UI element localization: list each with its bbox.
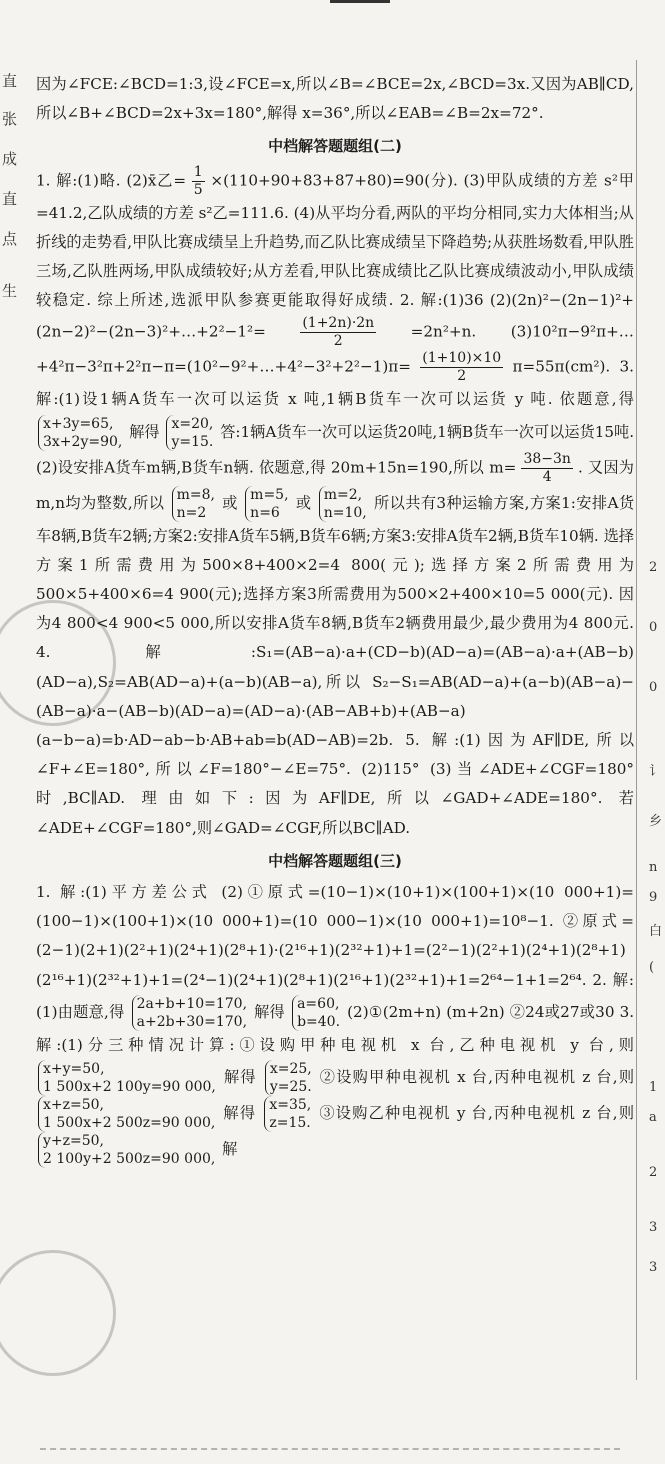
column-divider bbox=[636, 60, 637, 1380]
frac-num: (1+2n)·2n bbox=[302, 315, 375, 332]
right-margin-char: 1 bbox=[649, 1080, 658, 1095]
margin-char: 成 bbox=[2, 150, 18, 168]
frac-den: 2 bbox=[333, 333, 343, 350]
equation-line: m=2, bbox=[323, 486, 363, 503]
equation-line: x=20, bbox=[171, 415, 214, 432]
q3-text-b: 解得 bbox=[129, 422, 160, 441]
solution-system bbox=[319, 486, 367, 522]
solution-system bbox=[264, 1096, 311, 1132]
q1-text-b: ×(110+90+83+87+80)=90(分). (3)甲队成绩的方差 s²甲=41.2,乙队成绩的方差 s²乙=111.6. (4)从平均分看,两队的平均分相同,实力大体相当;从折线的走势看,甲队比赛成绩呈上升趋势,而乙队比赛成绩呈下降趋势;从获胜场数看,甲队胜三场,乙队胜两场,甲队成绩较好;从方差看,甲队比赛成绩比乙队比赛成绩波动小,甲队成绩较稳定. 综上所述,选派甲队参赛更能取得好成绩. bbox=[36, 171, 634, 310]
right-margin-char: 讠 bbox=[649, 764, 663, 779]
solution-system bbox=[166, 415, 213, 451]
equation-line: y+z=50, bbox=[43, 1133, 105, 1150]
q4-text: 4. 解:S₁=(AB−a)·a+(CD−b)(AD−a)=(AB−a)·a+(AB−b)(AD−a),S₂=AB(AD−a)+(a−b)(AB−a),所以 S₂−S₁=AB(AD−a)+(a−b)(AB−a)−(AB−a)·a−(AB−b)(AD−a)=(AD−a)·(AB−AB+b)+(AB−a)(a−b−a)=b·AD−ab−b·AB+ab=b(AD−AB)=2b. bbox=[36, 643, 634, 750]
margin-char: 生 bbox=[2, 282, 18, 300]
equation-system bbox=[38, 1132, 215, 1168]
g3-q3-text-c: ②设购甲种电视机 x 台,丙种电视机 z 台,则 bbox=[319, 1068, 635, 1087]
equation-line: x+y=50, bbox=[43, 1061, 105, 1078]
right-margin-char: 0 bbox=[649, 620, 658, 635]
frac-den: 4 bbox=[542, 468, 552, 485]
q2-text-c: π=55π(cm²). bbox=[512, 357, 611, 376]
left-margin-strip bbox=[0, 70, 18, 1370]
equation-line: z=15. bbox=[269, 1115, 311, 1132]
equation-line: a+2b+30=170, bbox=[136, 1013, 248, 1030]
right-margin-char: ( bbox=[649, 960, 655, 975]
q3-text-d: . 又因为m,n均为整数,所以 bbox=[36, 458, 634, 512]
equation-line: y=15. bbox=[171, 433, 214, 450]
section-title-2: 中档解答题题组(二) bbox=[268, 137, 402, 156]
equation-line: y=25. bbox=[269, 1079, 312, 1096]
equation-line: 3x+2y=90, bbox=[43, 433, 123, 450]
page-header-mark bbox=[330, 0, 390, 3]
watermark-stamp bbox=[0, 1250, 116, 1376]
frac-den: 5 bbox=[193, 181, 203, 198]
right-margin-char: 0 bbox=[649, 680, 658, 695]
right-margin-char: 2 bbox=[649, 560, 658, 575]
q1-text-a: 1. 解:(1)略. (2)x̄乙= bbox=[36, 171, 187, 190]
margin-char: 点 bbox=[2, 230, 18, 248]
section-title-3: 中档解答题题组(三) bbox=[268, 851, 402, 870]
equation-line: 2 100y+2 500z=90 000, bbox=[43, 1151, 216, 1168]
equation-line: n=6 bbox=[250, 504, 280, 521]
frac-num: (1+10)×10 bbox=[422, 350, 502, 367]
g3-q2-text-a: 2. 解:(1)由题意,得 bbox=[36, 970, 635, 1021]
equation-system bbox=[38, 1060, 216, 1096]
or-word: 或 bbox=[222, 493, 238, 512]
frac-num: 38−3n bbox=[523, 450, 571, 467]
right-margin-char: n bbox=[649, 860, 658, 875]
right-margin-char: 白 bbox=[649, 924, 663, 939]
paragraph-intro: 因为∠FCE:∠BCD=1:3,设∠FCE=x,所以∠B=∠BCE=2x,∠BCD=3x.又因为AB∥CD,所以∠B+∠BCD=2x+3x=180°,解得 x=36°,所以∠EAB=∠B=2x=72°. bbox=[36, 75, 634, 123]
equation-line: b=40. bbox=[297, 1013, 341, 1030]
g3-q3-text-d: 解得 bbox=[223, 1104, 257, 1123]
solution-system bbox=[265, 1060, 312, 1096]
q3-text-e: 所以共有3种运输方案,方案1:安排A货车8辆,B货车2辆;方案2:安排A货车5辆,B货车6辆;方案3:安排A货车2辆,B货车10辆. 选择方案1所需费用为500×8+400×2=4 800(元);选择方案2所需费用为500×5+400×6=4 900(元);选择方案3所需费用为500×2+400×10=5 000(元). 因为4 800<4 900<5 000,所以安排A货车8辆,B货车2辆费用最少,最少费用为4 800元. bbox=[36, 493, 635, 633]
equation-line: m=8, bbox=[176, 486, 216, 503]
equation-system bbox=[38, 415, 122, 451]
right-margin-char: 3 bbox=[649, 1260, 658, 1275]
equation-line: x=35, bbox=[269, 1097, 312, 1114]
equation-line: a=60, bbox=[297, 995, 340, 1012]
q2-text-a: 2. 解:(1)36 (2)(2n)²−(2n−1)²+(2n−2)²−(2n−3)²+…+2²−1²= bbox=[36, 291, 635, 341]
equation-system bbox=[38, 1096, 215, 1132]
solution-system bbox=[292, 995, 340, 1031]
right-margin-strip bbox=[643, 560, 665, 1360]
equation-line: n=2 bbox=[176, 504, 207, 521]
q3-text-c: 答:1辆A货车一次可以运货20吨,1辆B货车一次可以运货15吨. (2)设安排A货车m辆,B货车n辆. 依题意,得 20m+15n=190,所以 m= bbox=[36, 422, 635, 477]
g3-q3-text-e: ③设购乙种电视机 y 台,丙种电视机 z 台,则 bbox=[319, 1104, 635, 1123]
fraction bbox=[192, 164, 205, 199]
equation-line: 2a+b+10=170, bbox=[136, 995, 248, 1012]
q3-text-a: 3. 解:(1)设1辆A货车一次可以运货 x 吨,1辆B货车一次可以运货 y 吨. 依题意,得 bbox=[36, 357, 635, 409]
margin-char: 张 bbox=[2, 110, 18, 128]
right-margin-char: 乡 bbox=[649, 814, 663, 829]
margin-char: 直 bbox=[2, 190, 18, 208]
right-margin-char: 3 bbox=[649, 1220, 658, 1235]
fraction bbox=[420, 350, 503, 385]
frac-den: 2 bbox=[457, 368, 467, 385]
g3-q3-text-a: 3. 解:(1)分三种情况计算:①设购甲种电视机 x 台,乙种电视机 y 台,则 bbox=[36, 1002, 635, 1054]
fraction bbox=[300, 315, 376, 350]
or-word: 或 bbox=[295, 493, 312, 512]
fraction bbox=[521, 451, 572, 486]
frac-num: 1 bbox=[193, 163, 203, 180]
equation-line: 1 500x+2 500z=90 000, bbox=[43, 1115, 216, 1132]
equation-line: n=10, bbox=[323, 504, 367, 521]
margin-char: 直 bbox=[2, 72, 18, 90]
answer-content bbox=[36, 70, 634, 1168]
solution-system bbox=[172, 486, 215, 522]
q5-text: 5. 解:(1)因为AF∥DE,所以∠F+∠E=180°,所以∠F=180°−∠E=75°. (2)115° (3)当∠ADE+∠CGF=180°时,BC∥AD. 理由如下:因为AF∥DE,所以∠GAD+∠ADE=180°. 若∠ADE+∠CGF=180°,则∠GAD=∠CGF,所以BC∥AD. bbox=[36, 731, 635, 837]
equation-system bbox=[132, 995, 247, 1031]
equation-line: x+z=50, bbox=[43, 1097, 104, 1114]
equation-line: 1 500x+2 100y=90 000, bbox=[43, 1079, 216, 1096]
g3-q1-text: 1. 解:(1)平方差公式 (2)①原式=(10−1)×(10+1)×(100+1)×(10 000+1)=(100−1)×(100+1)×(10 000+1)=(10 000−1)×(10 000+1)=10⁸−1. ②原式=(2−1)(2+1)(2²+1)(2⁴+1)(2⁸+1)·(2¹⁶+1)(2³²+1)+1=(2²−1)(2²+1)(2⁴+1)(2⁸+1)(2¹⁶+1)(2³²+1)+1=(2⁴−1)(2⁴+1)(2⁸+1)(2¹⁶+1)(2³²+1)+1=2⁶⁴−1+1=2⁶⁴. bbox=[36, 883, 634, 989]
right-margin-char: 9 bbox=[649, 890, 658, 905]
question-1 bbox=[36, 164, 634, 843]
g3-q2-text-c: (2)①(2m+n) (m+2n) ②24或27或30 bbox=[347, 1002, 615, 1021]
g3-q3-text-f: 解 bbox=[222, 1140, 238, 1159]
bottom-edge-marks bbox=[40, 1448, 620, 1458]
q2-text-b: =2n²+n. (3)10²π−9²π+…+4²π−3²π+2²π−π=(10²−9²+…+4²−3²+2²−1)π= bbox=[36, 322, 634, 376]
equation-line: x=25, bbox=[269, 1061, 312, 1078]
g3-q3-text-b: 解得 bbox=[223, 1068, 257, 1087]
equation-line: x+3y=65, bbox=[43, 415, 114, 432]
g3-q2-text-b: 解得 bbox=[254, 1002, 285, 1021]
group3-answers bbox=[36, 878, 634, 1168]
solution-system bbox=[245, 486, 288, 522]
equation-line: m=5, bbox=[250, 486, 289, 503]
right-margin-char: 2 bbox=[649, 1165, 658, 1180]
right-margin-char: a bbox=[649, 1110, 657, 1125]
